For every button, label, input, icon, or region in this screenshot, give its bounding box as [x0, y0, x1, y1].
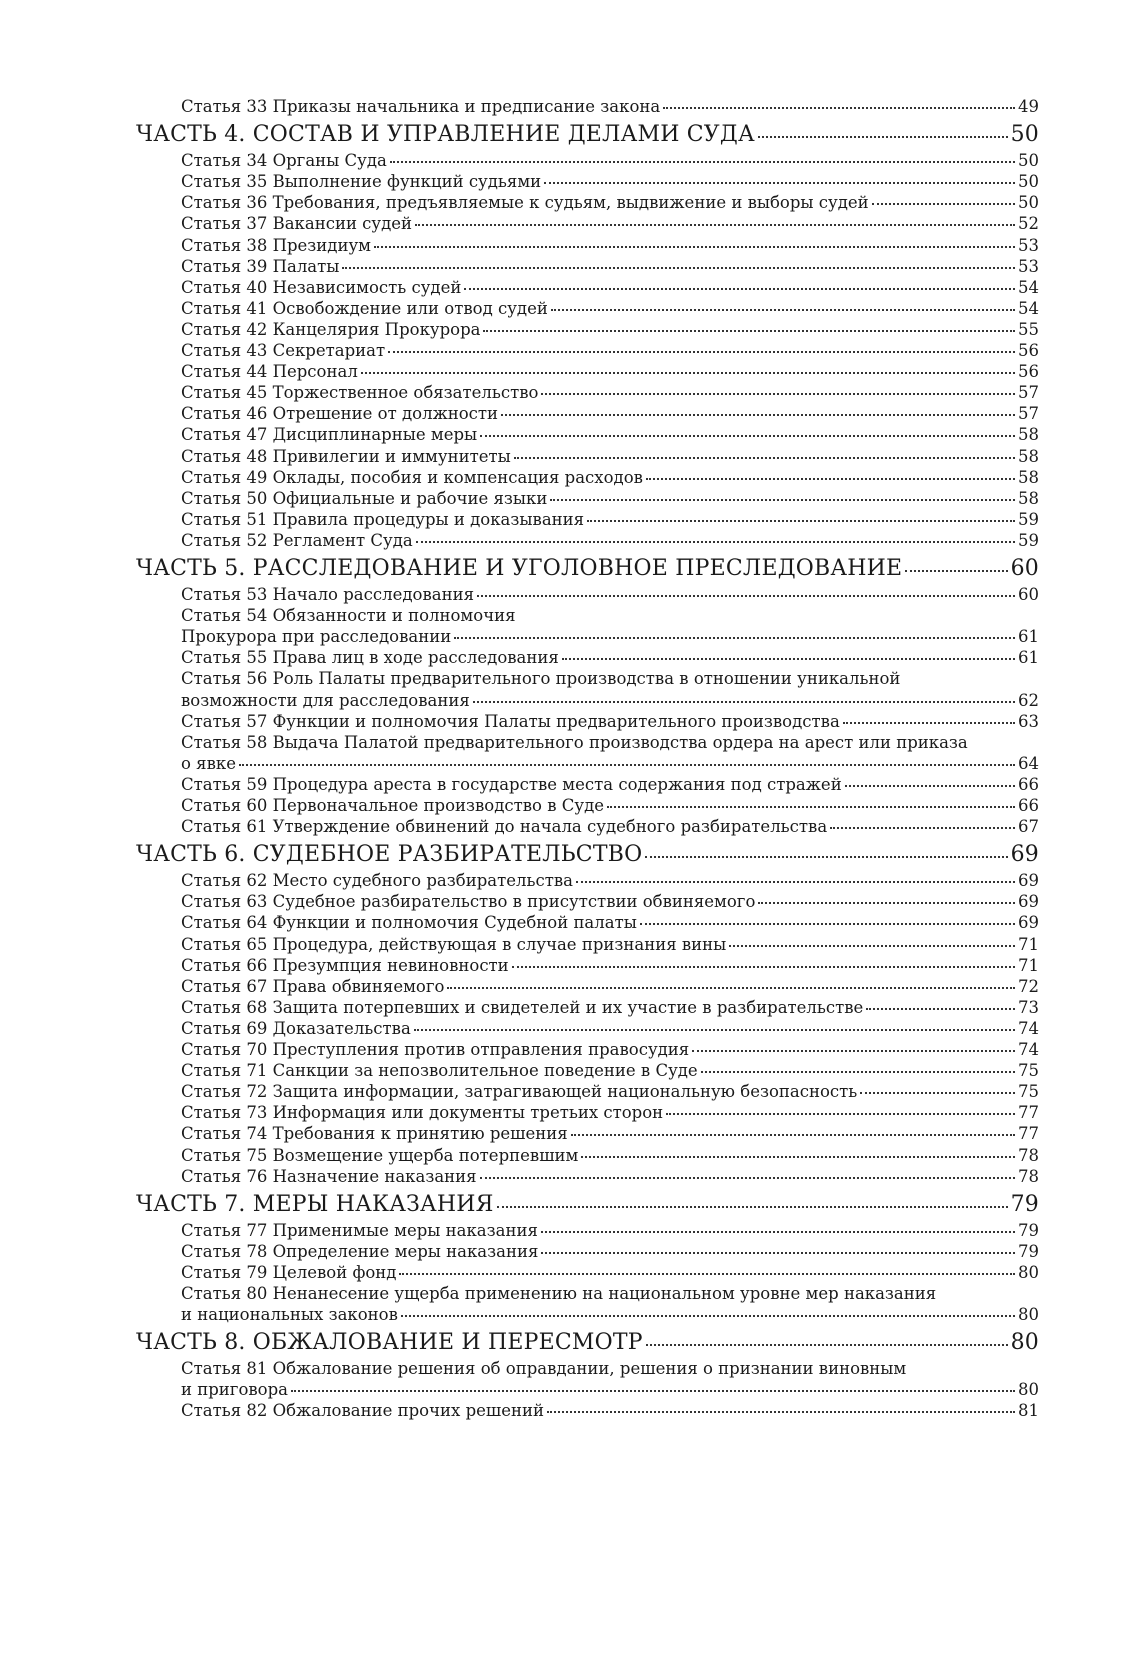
toc-article-entry[interactable] [181, 891, 1039, 913]
dot-leader [646, 478, 1015, 480]
page-number: 69 [1010, 842, 1039, 868]
page-number: 49 [1018, 97, 1039, 116]
article-title: Статья 40 Независимость судей [181, 277, 462, 297]
dot-leader [843, 722, 1015, 724]
article-title: Статья 70 Преступления против отправления правосудия [181, 1040, 690, 1059]
toc-article-entry[interactable] [181, 361, 1039, 383]
toc-article-entry[interactable] [181, 530, 1039, 552]
page-number: 63 [1018, 711, 1039, 731]
dot-leader [666, 1113, 1015, 1115]
toc-article-entry[interactable] [181, 626, 1039, 648]
toc-article-entry[interactable] [181, 934, 1039, 956]
article-title: Статья 52 Регламент Суда [181, 530, 413, 550]
dot-leader [581, 1156, 1015, 1158]
toc-article-entry[interactable] [181, 690, 1039, 712]
toc-article-lead-line: Статья 80 Ненанесение ущерба применению на национальном уровне мер наказания [181, 1284, 937, 1303]
toc-article-entry[interactable] [181, 1400, 1039, 1422]
page-number: 75 [1018, 1082, 1039, 1102]
toc-article-lead-line: Статья 54 Обязанности и полномочия [181, 606, 516, 626]
toc-article-entry[interactable] [181, 319, 1039, 341]
article-title: Статья 76 Назначение наказания [181, 1166, 477, 1186]
page-number: 60 [1010, 556, 1039, 581]
dot-leader [646, 1344, 1008, 1346]
article-title: Статья 66 Презумпция невиновности [181, 955, 509, 975]
article-title: Статья 41 Освобождение или отвод судей [181, 298, 548, 318]
article-title: Статья 62 Место судебного разбирательства [181, 871, 573, 891]
article-title: Статья 34 Органы Суда [181, 151, 387, 171]
page-number: 69 [1018, 913, 1039, 933]
article-title: Прокурора при расследовании [181, 627, 452, 647]
toc-article-entry[interactable] [181, 584, 1039, 606]
page-number: 74 [1018, 1040, 1039, 1059]
article-title: Статья 33 Приказы начальника и предписание закона [181, 97, 661, 116]
page-number: 80 [1018, 1305, 1039, 1325]
page-number: 64 [1018, 753, 1039, 773]
article-title: Статья 82 Обжалование прочих решений [181, 1401, 544, 1421]
page-number: 71 [1018, 934, 1039, 954]
article-title: Статья 46 Отрешение от должности [181, 404, 499, 424]
article-title: Статья 60 Первоначальное производство в Суде [181, 796, 605, 815]
toc-article-entry[interactable] [181, 1304, 1039, 1326]
toc-article-entry[interactable] [181, 955, 1039, 977]
page-number: 75 [1018, 1061, 1039, 1081]
dot-leader [512, 966, 1015, 968]
toc-part-heading[interactable] [136, 840, 1039, 870]
dot-leader [576, 881, 1015, 883]
dot-leader [374, 246, 1015, 248]
dot-leader [541, 1231, 1015, 1233]
dot-leader [758, 136, 1008, 138]
toc-article-entry[interactable] [181, 171, 1039, 193]
toc-article-entry[interactable] [181, 382, 1039, 404]
page-number: 77 [1018, 1124, 1039, 1144]
article-title: Статья 42 Канцелярия Прокурора [181, 319, 481, 339]
dot-leader [541, 393, 1015, 395]
toc-article-entry[interactable] [181, 256, 1039, 278]
dot-leader [571, 1134, 1015, 1136]
page-number: 50 [1018, 151, 1039, 171]
page-number: 60 [1018, 585, 1039, 604]
dot-leader [845, 785, 1015, 787]
article-title: Статья 53 Начало расследования [181, 585, 474, 604]
toc-article-entry[interactable] [181, 795, 1039, 817]
page-number: 58 [1018, 467, 1039, 487]
toc-article-entry[interactable] [181, 467, 1039, 489]
dot-leader [414, 1029, 1015, 1031]
page-number: 66 [1018, 796, 1039, 815]
toc-article-entry[interactable] [181, 446, 1039, 468]
article-title: Статья 69 Доказательства [181, 1018, 411, 1038]
page-number: 71 [1018, 955, 1039, 975]
dot-leader [866, 1008, 1015, 1010]
part-title: ЧАСТЬ 6. СУДЕБНОЕ РАЗБИРАТЕЛЬСТВО [136, 842, 643, 868]
page-number: 79 [1010, 1191, 1039, 1217]
dot-leader [514, 457, 1015, 459]
article-title: Статья 72 Защита информации, затрагивающей национальную безопасность [181, 1082, 858, 1102]
dot-leader [388, 351, 1015, 353]
dot-leader [645, 856, 1007, 858]
toc-article-lead-line: Статья 81 Обжалование решения об оправдании, решения о признании виновным [181, 1359, 907, 1379]
dot-leader [416, 541, 1015, 543]
toc-article-entry[interactable] [181, 1102, 1039, 1124]
dot-leader [562, 658, 1015, 660]
toc-article-entry[interactable] [181, 277, 1039, 299]
page-number: 59 [1018, 509, 1039, 529]
article-title: о явке [181, 753, 236, 773]
page-number: 66 [1018, 774, 1039, 794]
article-title: Статья 37 Вакансии судей [181, 214, 413, 234]
article-title: Статья 36 Требования, предъявляемые к судьям, выдвижение и выборы судей [181, 193, 869, 213]
page-number: 81 [1018, 1401, 1039, 1421]
page-number: 56 [1018, 362, 1039, 382]
page-number: 69 [1018, 892, 1039, 912]
toc-article-entry[interactable] [181, 340, 1039, 362]
dot-leader [501, 414, 1015, 416]
part-title: ЧАСТЬ 5. РАССЛЕДОВАНИЕ И УГОЛОВНОЕ ПРЕСЛЕДОВАНИЕ [136, 556, 903, 581]
toc-article-entry[interactable] [181, 488, 1039, 510]
page-number: 54 [1018, 277, 1039, 297]
article-title: Статья 39 Палаты [181, 256, 340, 276]
toc-article-entry[interactable] [181, 298, 1039, 320]
page-number: 74 [1018, 1018, 1039, 1038]
article-title: Статья 45 Торжественное обязательство [181, 383, 539, 403]
dot-leader [447, 987, 1015, 989]
toc-article-entry[interactable] [181, 213, 1039, 235]
dot-leader [454, 637, 1015, 639]
page-number: 58 [1018, 425, 1039, 445]
article-title: Статья 64 Функции и полномочия Судебной палаты [181, 913, 637, 933]
dot-leader [547, 1411, 1015, 1413]
dot-leader [872, 203, 1015, 205]
toc-article-entry[interactable] [181, 235, 1039, 257]
dot-leader [640, 923, 1015, 925]
dot-leader [701, 1071, 1015, 1073]
article-title: Статья 47 Дисциплинарные меры [181, 425, 478, 445]
dot-leader [550, 499, 1015, 501]
dot-leader [587, 520, 1015, 522]
toc-article-entry[interactable] [181, 912, 1039, 934]
dot-leader [663, 107, 1015, 109]
toc-article-entry[interactable] [181, 1220, 1039, 1242]
toc-article-entry[interactable] [181, 424, 1039, 446]
dot-leader [480, 435, 1015, 437]
page-number: 79 [1018, 1220, 1039, 1240]
dot-leader [830, 827, 1015, 829]
dot-leader [544, 182, 1015, 184]
page-number: 50 [1010, 122, 1039, 148]
dot-leader [239, 764, 1015, 766]
dot-leader [729, 945, 1015, 947]
page-number: 50 [1018, 172, 1039, 192]
page-number: 53 [1018, 235, 1039, 255]
dot-leader [464, 288, 1015, 290]
toc-article-entry[interactable] [181, 1060, 1039, 1082]
dot-leader [692, 1050, 1015, 1052]
toc-article-entry[interactable] [181, 711, 1039, 733]
dot-leader [905, 570, 1007, 572]
toc-article-entry[interactable] [181, 1241, 1039, 1263]
article-title: Статья 43 Секретариат [181, 341, 386, 360]
dot-leader [399, 1273, 1015, 1275]
page-number: 77 [1018, 1103, 1039, 1123]
toc-part-heading[interactable] [136, 1190, 1039, 1220]
part-title: ЧАСТЬ 7. МЕРЫ НАКАЗАНИЯ [136, 1191, 494, 1217]
toc-article-entry[interactable] [181, 976, 1039, 998]
part-title: ЧАСТЬ 4. СОСТАВ И УПРАВЛЕНИЕ ДЕЛАМИ СУДА [136, 122, 755, 148]
article-title: Статья 77 Применимые меры наказания [181, 1220, 538, 1240]
toc-article-entry[interactable] [181, 816, 1039, 838]
toc-article-entry[interactable] [181, 1123, 1039, 1145]
dot-leader [342, 267, 1015, 269]
page-number: 69 [1018, 871, 1039, 891]
toc-article-entry[interactable] [181, 150, 1039, 172]
toc-article-entry[interactable] [181, 1039, 1039, 1061]
page-number: 53 [1018, 256, 1039, 276]
toc-article-entry[interactable] [181, 1379, 1039, 1401]
toc-article-entry[interactable] [181, 509, 1039, 531]
dot-leader [473, 701, 1015, 703]
toc-article-entry[interactable] [181, 997, 1039, 1019]
page-number: 73 [1018, 997, 1039, 1017]
page-number: 80 [1010, 1330, 1039, 1356]
page-number: 55 [1018, 319, 1039, 339]
page-number: 57 [1018, 404, 1039, 424]
article-title: и национальных законов [181, 1305, 398, 1325]
article-title: Статья 57 Функции и полномочия Палаты предварительного производства [181, 711, 840, 731]
page-number: 62 [1018, 690, 1039, 710]
article-title: Статья 78 Определение меры наказания [181, 1241, 539, 1261]
toc-article-entry[interactable] [181, 1081, 1039, 1103]
page-number: 80 [1018, 1262, 1039, 1282]
page-number: 61 [1018, 648, 1039, 668]
article-title: Статья 74 Требования к принятию решения [181, 1124, 568, 1144]
article-title: Статья 48 Привилегии и иммунитеты [181, 446, 511, 466]
page-number: 54 [1018, 298, 1039, 318]
article-title: Статья 38 Президиум [181, 235, 372, 255]
article-title: Статья 59 Процедура ареста в государстве места содержания под стражей [181, 774, 842, 794]
toc-part-heading[interactable] [136, 554, 1039, 584]
dot-leader [291, 1390, 1015, 1392]
article-title: Статья 50 Официальные и рабочие языки [181, 488, 548, 508]
dot-leader [551, 309, 1015, 311]
page-number: 72 [1018, 976, 1039, 996]
page-number: 78 [1018, 1145, 1039, 1165]
dot-leader [477, 595, 1015, 597]
dot-leader [860, 1092, 1015, 1094]
dot-leader [607, 806, 1015, 808]
page-number: 58 [1018, 446, 1039, 466]
article-title: возможности для расследования [181, 690, 470, 710]
page-number: 59 [1018, 530, 1039, 550]
toc-article-entry[interactable] [181, 647, 1039, 669]
article-title: Статья 75 Возмещение ущерба потерпевшим [181, 1145, 579, 1165]
page-number: 50 [1018, 193, 1039, 213]
toc-article-lead-line: Статья 58 Выдача Палатой предварительного производства ордера на арест или приказа [181, 732, 968, 752]
toc-part-heading[interactable] [136, 120, 1039, 150]
article-title: Статья 67 Права обвиняемого [181, 976, 445, 996]
toc-article-entry[interactable] [181, 1018, 1039, 1040]
page-number: 52 [1018, 214, 1039, 234]
toc-article-entry[interactable] [181, 774, 1039, 796]
article-title: и приговора [181, 1380, 289, 1400]
dot-leader [361, 372, 1015, 374]
article-title: Статья 73 Информация или документы третьих сторон [181, 1103, 664, 1123]
dot-leader [497, 1206, 1008, 1208]
page-number: 57 [1018, 383, 1039, 403]
toc-article-entry[interactable] [181, 1166, 1039, 1188]
article-title: Статья 63 Судебное разбирательство в присутствии обвиняемого [181, 892, 756, 912]
page-number: 56 [1018, 341, 1039, 360]
article-title: Статья 51 Правила процедуры и доказывания [181, 509, 585, 529]
dot-leader [483, 330, 1015, 332]
toc-part-heading[interactable] [136, 1328, 1039, 1358]
page-number: 61 [1018, 627, 1039, 647]
article-title: Статья 44 Персонал [181, 362, 358, 382]
toc-article-entry[interactable] [181, 870, 1039, 892]
dot-leader [758, 902, 1015, 904]
toc-article-entry[interactable] [181, 96, 1039, 118]
article-title: Статья 49 Оклады, пособия и компенсация расходов [181, 467, 643, 487]
toc-article-entry[interactable] [181, 403, 1039, 425]
article-title: Статья 35 Выполнение функций судьями [181, 172, 542, 192]
article-title: Статья 61 Утверждение обвинений до начала судебного разбирательства [181, 817, 828, 837]
dot-leader [390, 161, 1015, 163]
toc-article-lead-line: Статья 56 Роль Палаты предварительного производства в отношении уникальной [181, 669, 901, 689]
page-number: 80 [1018, 1380, 1039, 1400]
page-number: 67 [1018, 817, 1039, 837]
article-title: Статья 65 Процедура, действующая в случае признания вины [181, 934, 727, 954]
article-title: Статья 71 Санкции за непозволительное поведение в Суде [181, 1061, 698, 1081]
page-number: 79 [1018, 1241, 1039, 1261]
toc-article-entry[interactable] [181, 1145, 1039, 1167]
page-number: 58 [1018, 488, 1039, 508]
page-number: 78 [1018, 1166, 1039, 1186]
dot-leader [541, 1252, 1015, 1254]
dot-leader [401, 1315, 1015, 1317]
toc-article-entry[interactable] [181, 1262, 1039, 1284]
article-title: Статья 79 Целевой фонд [181, 1262, 397, 1282]
dot-leader [415, 224, 1015, 226]
article-title: Статья 68 Защита потерпевших и свидетелей и их участие в разбирательстве [181, 997, 864, 1017]
part-title: ЧАСТЬ 8. ОБЖАЛОВАНИЕ И ПЕРЕСМОТР [136, 1330, 643, 1356]
toc-article-entry[interactable] [181, 753, 1039, 775]
dot-leader [480, 1177, 1015, 1179]
toc-article-entry[interactable] [181, 192, 1039, 214]
article-title: Статья 55 Права лиц в ходе расследования [181, 648, 559, 668]
